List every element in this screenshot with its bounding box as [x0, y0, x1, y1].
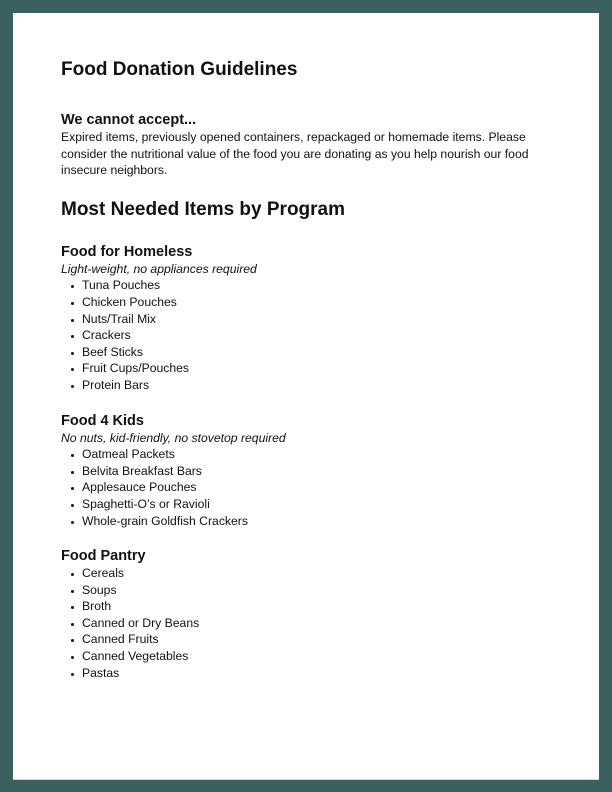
list-item: Canned or Dry Beans	[82, 615, 561, 632]
document-content	[61, 59, 561, 681]
program-section	[61, 412, 561, 530]
list-item: Applesauce Pouches	[82, 479, 561, 496]
program-heading: Food Pantry	[61, 548, 146, 565]
program-list	[61, 243, 561, 681]
page-title: Food Donation Guidelines	[61, 59, 298, 80]
list-item: Soups	[82, 582, 561, 599]
most-needed-heading: Most Needed Items by Program	[61, 198, 346, 220]
list-item: Cereals	[82, 565, 561, 582]
program-items	[61, 565, 561, 681]
program-items	[61, 446, 561, 529]
list-item: Spaghetti-O’s or Ravioli	[82, 496, 561, 513]
list-item: Oatmeal Packets	[82, 446, 561, 463]
document-page	[13, 13, 599, 779]
list-item: Crackers	[82, 327, 561, 344]
list-item: Protein Bars	[82, 377, 561, 394]
list-item: Canned Fruits	[82, 631, 561, 648]
list-item: Tuna Pouches	[82, 277, 561, 294]
program-section	[61, 243, 561, 394]
list-item: Broth	[82, 598, 561, 615]
list-item: Fruit Cups/Pouches	[82, 360, 561, 377]
list-item: Belvita Breakfast Bars	[82, 463, 561, 480]
program-section	[61, 547, 561, 681]
list-item: Beef Sticks	[82, 344, 561, 361]
program-heading: Food 4 Kids	[61, 412, 144, 429]
list-item: Chicken Pouches	[82, 294, 561, 311]
program-note: Light-weight, no appliances required	[61, 261, 257, 276]
list-item: Pastas	[82, 665, 561, 682]
list-item: Nuts/Trail Mix	[82, 311, 561, 328]
program-note: No nuts, kid-friendly, no stovetop required	[61, 430, 286, 445]
list-item: Whole-grain Goldfish Crackers	[82, 513, 561, 530]
program-items	[61, 277, 561, 393]
cannot-accept-heading: We cannot accept...	[61, 112, 197, 128]
list-item: Canned Vegetables	[82, 648, 561, 665]
program-heading: Food for Homeless	[61, 243, 193, 260]
cannot-accept-text: Expired items, previously opened containers, repackaged or homemade items. Please consider the nutritional value of the food you are donating as you help nourish our food insecure neighbors.	[61, 130, 529, 178]
